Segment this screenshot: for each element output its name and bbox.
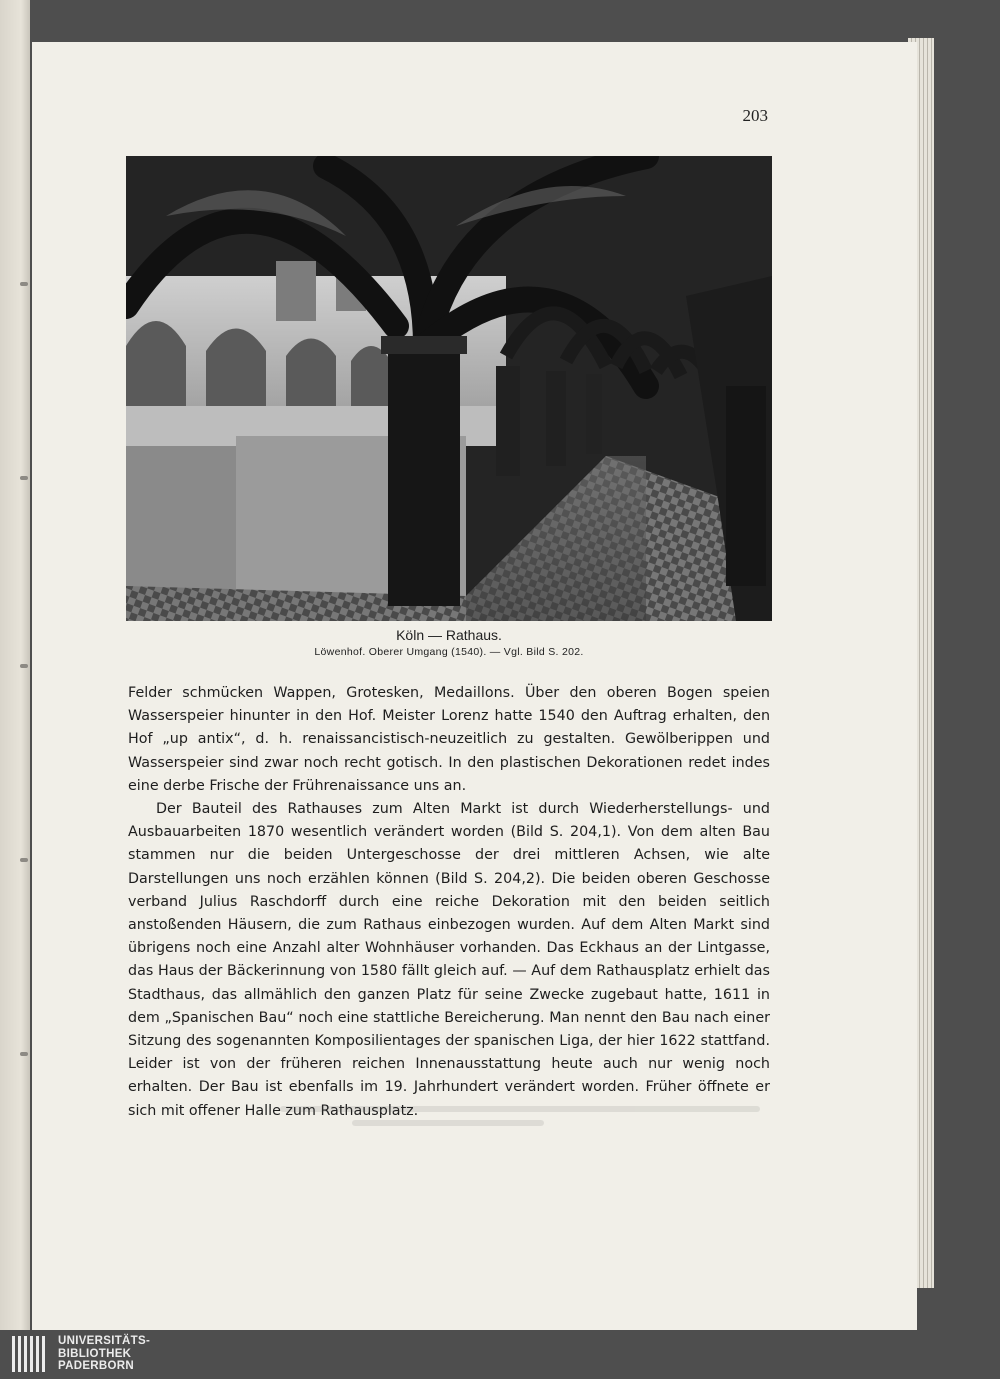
figure-caption <box>126 626 772 660</box>
paragraph: Felder schmücken Wappen, Grotesken, Medaillons. Über den oberen Bogen speien Wasserspeier hinunter in den Hof. Meister Lorenz hatte 1540 den Auftrag erhalten, den Hof „up antix“, d. h. renaissancistisch-neuzeitlich zu gestalten. Gewölberippen und Wasserspeier sind zwar noch recht gotisch. In den plastischen Dekorationen redet indes eine derbe Frische der Frührenaissance uns an. <box>128 685 770 794</box>
caption-title: Köln — Rathaus. <box>396 627 502 643</box>
library-name-line: UNIVERSITÄTS- <box>58 1335 151 1347</box>
caption-subtitle: Löwenhof. Oberer Umgang (1540). — Vgl. Bild S. 202. <box>314 646 584 658</box>
library-name-line: BIBLIOTHEK <box>58 1347 132 1360</box>
body-text <box>128 682 770 1123</box>
binding-stitch <box>20 858 28 862</box>
binding-stitch <box>20 476 28 480</box>
binding-stitch <box>20 1052 28 1056</box>
binding-stitch <box>20 664 28 668</box>
library-name <box>58 1335 150 1373</box>
left-page-edge <box>0 0 30 1379</box>
paragraph: Der Bauteil des Rathauses zum Alten Markt ist durch Wiederherstellungs- und Ausbauarbeiten 1870 wesentlich verändert worden (Bild S. 204,1). Von dem alten Bau stammen nur die beiden Untergeschosse der drei mittleren Achsen, wie alte Darstellungen uns noch erzählen können (Bild S. 204,2). Die beiden oberen Geschosse verband Julius Raschdorff durch eine reiche Dekoration mit den beiden seitlich anstoßenden Häusern, die zum Rathaus einbezogen wurden. Auf dem Alten Markt sind übrigens noch eine Anzahl alter Wohnhäuser vorhanden. Das Eckhaus an der Lintgasse, das Haus der Bäckerinnung von 1580 fällt gleich auf. — Auf dem Rathausplatz erhielt das Stadthaus, das allmählich den ganzen Platz für seine Zwecke zugebaut hatte, 1611 in dem „Spanischen Bau“ noch eine stattliche Bereicherung. Man nennt den Bau nach einer Sitzung des sogenannten Komposilientages der spanischen Liga, der hier 1622 stattfand. Leider ist von der früheren reichen Innenausstattung heute auch nur wenig noch erhalten. Der Bau ist ebenfalls im 19. Jahrhundert verändert worden. Früher öffnete er sich mit offener Halle zum Rathausplatz. <box>128 801 770 1119</box>
library-name-line: PADERBORN <box>58 1360 134 1372</box>
bleed-through-text <box>280 1098 760 1158</box>
page-number: 203 <box>742 106 768 125</box>
binding-stitch <box>20 282 28 286</box>
photograph-courtyard-gallery <box>126 156 772 621</box>
university-library-logo-icon <box>10 1334 50 1374</box>
